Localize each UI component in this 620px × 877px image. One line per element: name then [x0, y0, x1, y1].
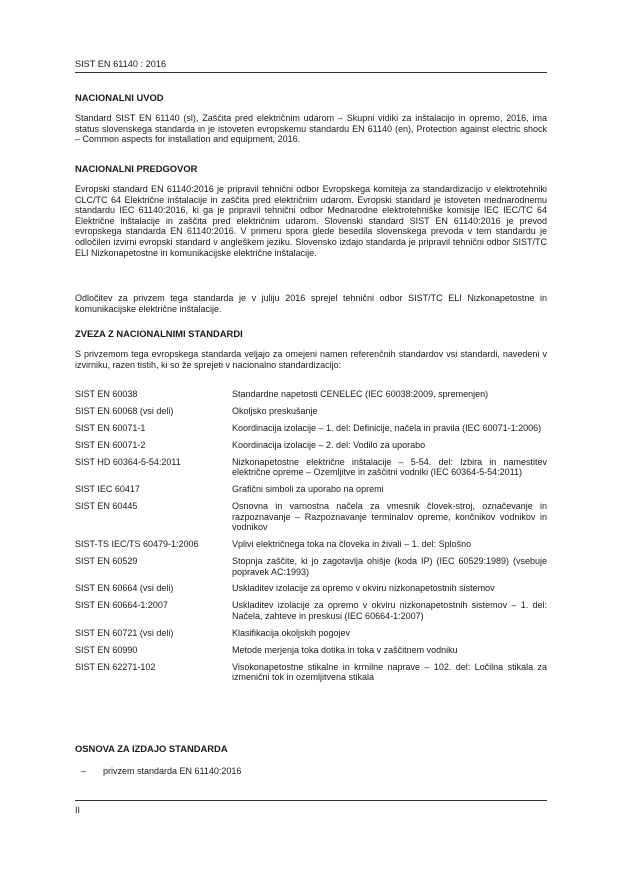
standard-code: SIST EN 62271-102 — [75, 661, 156, 672]
heading-nacionalni-uvod: NACIONALNI UVOD — [75, 92, 164, 103]
osnova-bullet — [75, 766, 241, 776]
standard-row — [75, 389, 547, 400]
standard-code: SIST EN 60038 — [75, 389, 138, 399]
standard-row — [75, 406, 547, 417]
standard-code: SIST EN 60664 (vsi deli) — [75, 583, 174, 594]
standard-title: Grafični simboli za uporabo na opremi — [232, 484, 384, 495]
standard-title: Uskladitev izolacije za opremo v okviru nizkonapetostnih sistemov — [232, 583, 495, 594]
page-footer — [75, 800, 547, 815]
standard-title: Vplivi električnega toka na človeka in živali – 1. del: Splošno — [232, 539, 472, 550]
standards-table — [75, 389, 547, 689]
standard-title: Metode merjenja toka dotika in toka v zaščitnem vodniku — [232, 644, 458, 655]
standard-title: Nizkonapetostne električne inštalacije – 5-54. del: Izbira in namestitev električne opreme – Ozemljitve in zaščitni vodniki (IEC 60364-5-54:2011) — [232, 456, 547, 478]
standard-row — [75, 501, 547, 533]
standard-code: SIST HD 60364-5-54:2011 — [75, 456, 181, 467]
zveza-paragraph: S privzemom tega evropskega standarda veljajo za omejeni namen referenčnih standardov vsi standardi, navedeni v izvirniku, razen tistih, ki so že sprejeti v nacionalno standardizacijo: — [75, 349, 547, 370]
standard-code: SIST-TS IEC/TS 60479-1:2006 — [75, 539, 199, 550]
standard-code: SIST IEC 60417 — [75, 484, 140, 495]
standard-code: SIST EN 60071-1 — [75, 422, 146, 433]
bullet-text: privzem standarda EN 61140:2016 — [103, 766, 242, 776]
heading-nacionalni-predgovor: NACIONALNI PREDGOVOR — [75, 163, 198, 174]
heading-zveza-standardi: ZVEZA Z NACIONALNIMI STANDARDI — [75, 328, 243, 339]
uvod-paragraph: Standard SIST EN 61140 (sl), Zaščita pred električnim udarom – Skupni vidiki za inštalacijo in opremo, 2016, ima status slovenskega standarda in je istoveten evropskemu standardu EN 61140 (en), Protection against electric shock – Common aspects for installation and equipment, 2016. — [75, 113, 547, 145]
standard-row — [75, 583, 547, 594]
standard-title: Osnovna in varnostna načela za vmesnik človek-stroj, označevanje in razpoznavanje – Razpoznavanje terminalov opreme, končnikov vodnikov in vodnikov — [232, 500, 547, 533]
standard-row — [75, 556, 547, 577]
standard-row — [75, 628, 547, 639]
standard-title: Koordinacija izolacije – 1. del: Definicije, načela in pravila (IEC 60071-1:2006) — [232, 422, 542, 433]
standard-code: SIST EN 60664-1:2007 — [75, 600, 168, 611]
page-number: II — [75, 805, 81, 815]
standard-code: SIST EN 60721 (vsi deli) — [75, 627, 174, 638]
standard-title: Klasifikacija okoljskih pogojev — [232, 627, 351, 638]
standard-code: SIST EN 60990 — [75, 644, 138, 655]
standard-row — [75, 440, 547, 451]
page-header: SIST EN 61140 : 2016 — [75, 59, 547, 73]
standard-code: SIST EN 60445 — [75, 500, 138, 511]
predgovor-paragraph-2: Odločitev za privzem tega standarda je v juliju 2016 sprejel tehnični odbor SIST/TC ELI Nizkonapetostne in komunikacijske električne inštalacije. — [75, 293, 547, 314]
predgovor-paragraph-1: Evropski standard EN 61140:2016 je pripravil tehnični odbor Evropskega komiteja za standardizacijo v elektrotehniki CLC/TC 64 Električne inštalacije in zaščita pred električnim udarom. Evropski standard je istoveten mednarodnemu standardu IEC 61140:2016, ki ga je pripravil tehnični odbor Mednarodne elektrotehniške komisije IEC IEC/TC 64 Električne inštalacije in zaščita pred električnim udarom. Slovenski standard SIST EN 61140:2016 je prevod evropskega standarda EN 61140:2016. V primeru spora glede besedila slovenskega prevoda v tem standardu je odločilen izvirni evropski standard v angleškem jeziku. Slovensko izdajo standarda je pripravil tehnični odbor SIST/TC ELI Nizkonapetostne in komunikacijske električne inštalacije. — [75, 184, 547, 258]
standard-row — [75, 484, 547, 495]
standard-title: Koordinacija izolacije – 2. del: Vodilo za uporabo — [232, 439, 426, 450]
standard-title: Okoljsko preskušanje — [232, 405, 318, 416]
standard-row — [75, 662, 547, 683]
standard-title: Uskladitev izolacije za opremo v okviru nizkonapetostnih sistemov – 1. del: Načela, zahteve in preskusi (IEC 60664-1:2007) — [232, 600, 547, 621]
standard-row — [75, 600, 547, 621]
standard-row — [75, 645, 547, 656]
standard-title: Stopnja zaščite, ki jo zagotavlja ohišje (koda IP) (IEC 60529:1989) (vsebuje popravek AC:1993) — [232, 555, 547, 577]
standard-code: SIST EN 60071-2 — [75, 439, 146, 450]
standard-title: Visokonapetostne stikalne in krmilne naprave – 102. del: Ločilna stikala za izmenični tok in ozemljitvena stikala — [232, 661, 547, 683]
standard-row — [75, 423, 547, 434]
standard-code: SIST EN 60068 (vsi deli) — [75, 405, 174, 416]
heading-osnova: OSNOVA ZA IZDAJO STANDARDA — [75, 743, 228, 754]
standard-row — [75, 539, 547, 550]
standard-title: Standardne napetosti CENELEC (IEC 60038:2009, spremenjen) — [232, 389, 489, 399]
bullet-dash: – — [81, 766, 87, 776]
standard-code: SIST EN 60529 — [75, 555, 138, 566]
standard-row — [75, 457, 547, 478]
